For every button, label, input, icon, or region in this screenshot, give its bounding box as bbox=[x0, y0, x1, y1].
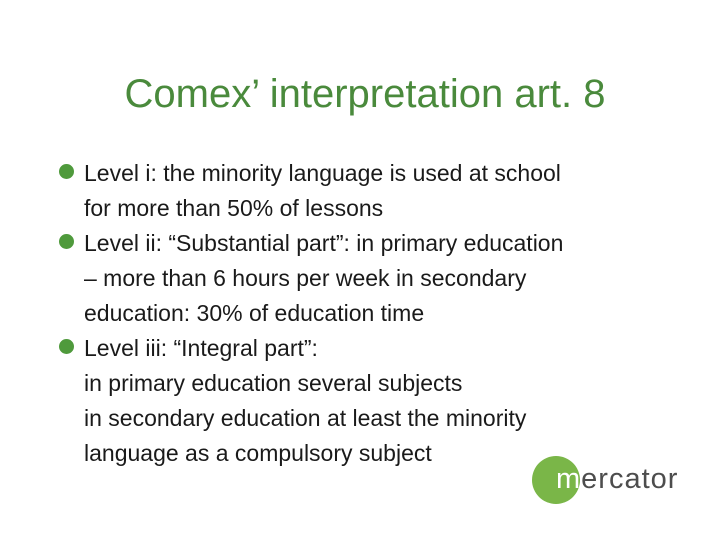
continuation-line: language as a compulsory subject bbox=[84, 440, 432, 466]
bullet-icon bbox=[59, 339, 74, 354]
logo-wordmark bbox=[556, 462, 678, 496]
bullet-icon bbox=[59, 234, 74, 249]
bullet-item-level-iii bbox=[58, 331, 698, 366]
bullet-text-line: Level iii: “Integral part”: bbox=[84, 335, 318, 361]
bullet-text-line: for more than 50% of lessons bbox=[84, 195, 384, 221]
bullet-text-line: education: 30% of education time bbox=[84, 300, 425, 326]
bullet-icon bbox=[59, 164, 74, 179]
slide-title: Comex’ interpretation art. 8 bbox=[124, 72, 606, 116]
bullet-text-line: Level i: the minority language is used at school bbox=[84, 160, 561, 186]
continuation-line: in primary education several subjects bbox=[84, 370, 463, 396]
bullet-text-line: Level ii: “Substantial part”: in primary education bbox=[84, 230, 564, 256]
mercator-logo bbox=[532, 456, 682, 506]
logo-rest-letters: ercator bbox=[581, 463, 679, 495]
bullet-text-line: – more than 6 hours per week in secondary bbox=[84, 265, 527, 291]
bullet-item-level-ii bbox=[58, 226, 698, 331]
bullet-item-level-i bbox=[58, 156, 698, 226]
bullet-list bbox=[58, 156, 698, 471]
continuation-line: in secondary education at least the minority bbox=[84, 405, 527, 431]
logo-first-letter: m bbox=[556, 463, 582, 495]
